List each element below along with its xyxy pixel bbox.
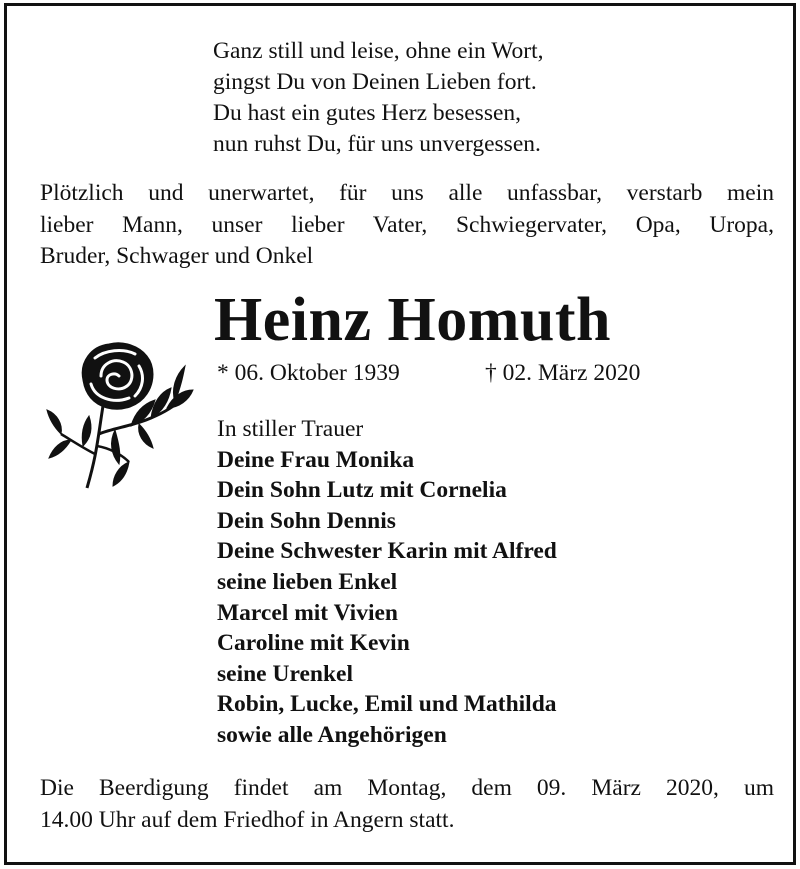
intro-line: Plötzlich und unerwartet, für uns alle unfassbar, verstarb mein xyxy=(40,180,774,206)
death-date: † 02. März 2020 xyxy=(485,360,641,386)
deceased-name: Heinz Homuth xyxy=(214,286,611,354)
mourner-entry: seine lieben Enkel xyxy=(217,568,398,595)
mourner-entry: Robin, Lucke, Emil und Mathilda xyxy=(217,691,557,718)
poem-line: Du hast ein gutes Herz besessen, xyxy=(213,100,522,126)
life-dates xyxy=(217,358,641,388)
intro-line: lieber Mann, unser lieber Vater, Schwiegervater, Opa, Uropa, xyxy=(40,211,774,238)
mourner-entry: Deine Schwester Karin mit Alfred xyxy=(217,538,557,565)
poem-line: nun ruhst Du, für uns unvergessen. xyxy=(213,131,541,157)
mourners-heading: In stiller Trauer xyxy=(217,416,364,442)
obituary-frame xyxy=(4,3,796,865)
poem xyxy=(213,36,544,160)
mourner-entry: Deine Frau Monika xyxy=(217,446,415,473)
poem-line: gingst Du von Deinen Lieben fort. xyxy=(213,69,537,95)
poem-line: Ganz still und leise, ohne ein Wort, xyxy=(213,38,544,64)
mourner-entry: Marcel mit Vivien xyxy=(217,599,398,626)
mourner-entry: Caroline mit Kevin xyxy=(217,630,410,657)
funeral-line: Die Beerdigung findet am Montag, dem 09. März 2020, um xyxy=(40,775,774,801)
funeral-line: 14.00 Uhr auf dem Friedhof in Angern statt. xyxy=(40,806,455,833)
mourner-entry: sowie alle Angehörigen xyxy=(217,721,447,748)
intro-line: Bruder, Schwager und Onkel xyxy=(40,243,314,269)
mourner-entry: Dein Sohn Dennis xyxy=(217,507,396,534)
mourner-entry: Dein Sohn Lutz mit Cornelia xyxy=(217,477,507,504)
rose-icon xyxy=(43,336,203,496)
birth-date: * 06. Oktober 1939 xyxy=(217,360,400,386)
funeral-notice xyxy=(40,773,774,836)
intro-text xyxy=(40,178,774,273)
mourners-list xyxy=(217,414,557,751)
mourner-entry: seine Urenkel xyxy=(217,660,353,687)
